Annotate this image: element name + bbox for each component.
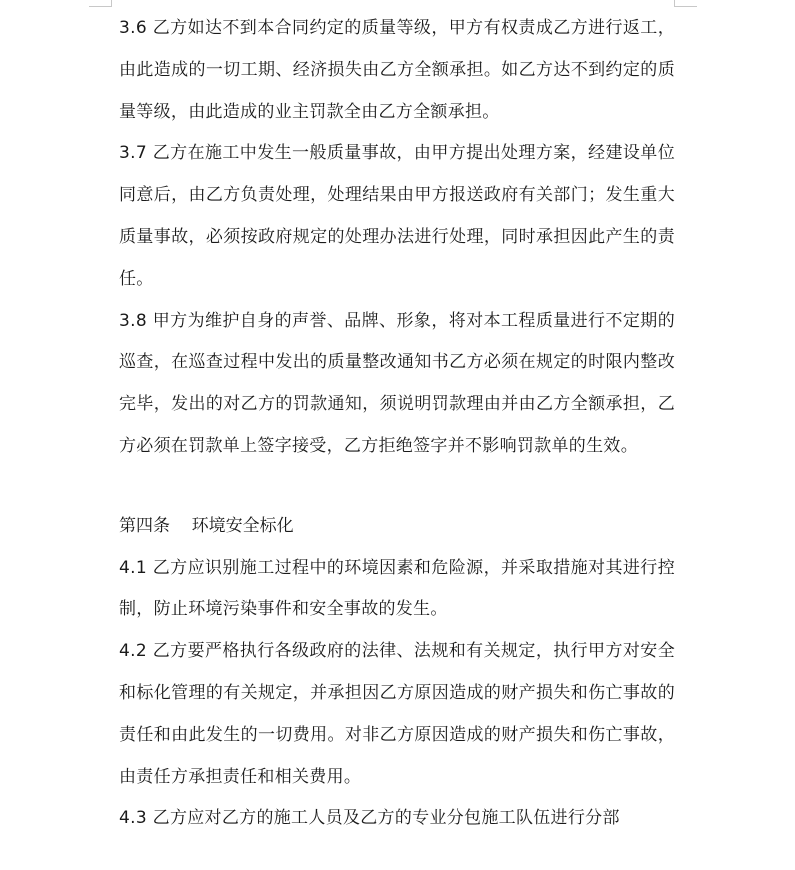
section-spacer bbox=[119, 468, 675, 506]
clause-4-2: 4.2 乙方要严格执行各级政府的法律、法规和有关规定，执行甲方对安全和标化管理的有关规定，并承担因乙方原因造成的财产损失和伤亡事故的责任和由此发生的一切费用。对非乙方原因造成的财产损失和伤亡事故，由责任方承担责任和相关费用。 bbox=[119, 641, 675, 787]
document-body bbox=[119, 8, 675, 840]
clause-4-3: 4.3 乙方应对乙方的施工人员及乙方的专业分包施工队伍进行分部 bbox=[119, 808, 620, 829]
page-corner-mark-left bbox=[89, 0, 112, 7]
clause-3-7: 3.7 乙方在施工中发生一般质量事故，由甲方提出处理方案，经建设单位同意后，由乙方负责处理，处理结果由甲方报送政府有关部门；发生重大质量事故，必须按政府规定的处理办法进行处理，同时承担因此产生的责任。 bbox=[119, 143, 675, 289]
clause-4-1: 4.1 乙方应识别施工过程中的环境因素和危险源，并采取措施对其进行控制，防止环境污染事件和安全事故的发生。 bbox=[119, 557, 675, 620]
clause-3-6: 3.6 乙方如达不到本合同约定的质量等级，甲方有权责成乙方进行返工，由此造成的一切工期、经济损失由乙方全额承担。如乙方达不到约定的质量等级，由此造成的业主罚款全由乙方全额承担。 bbox=[119, 18, 675, 122]
clause-3-8: 3.8 甲方为维护自身的声誉、品牌、形象，将对本工程质量进行不定期的巡查，在巡查过程中发出的质量整改通知书乙方必须在规定的时限内整改完毕，发出的对乙方的罚款通知，须说明罚款理由并由乙方全额承担，乙方必须在罚款单上签字接受，乙方拒绝签字并不影响罚款单的生效。 bbox=[119, 310, 675, 456]
section-heading: 第四条 环境安全标化 bbox=[119, 515, 294, 536]
page-corner-mark-right bbox=[674, 0, 697, 7]
